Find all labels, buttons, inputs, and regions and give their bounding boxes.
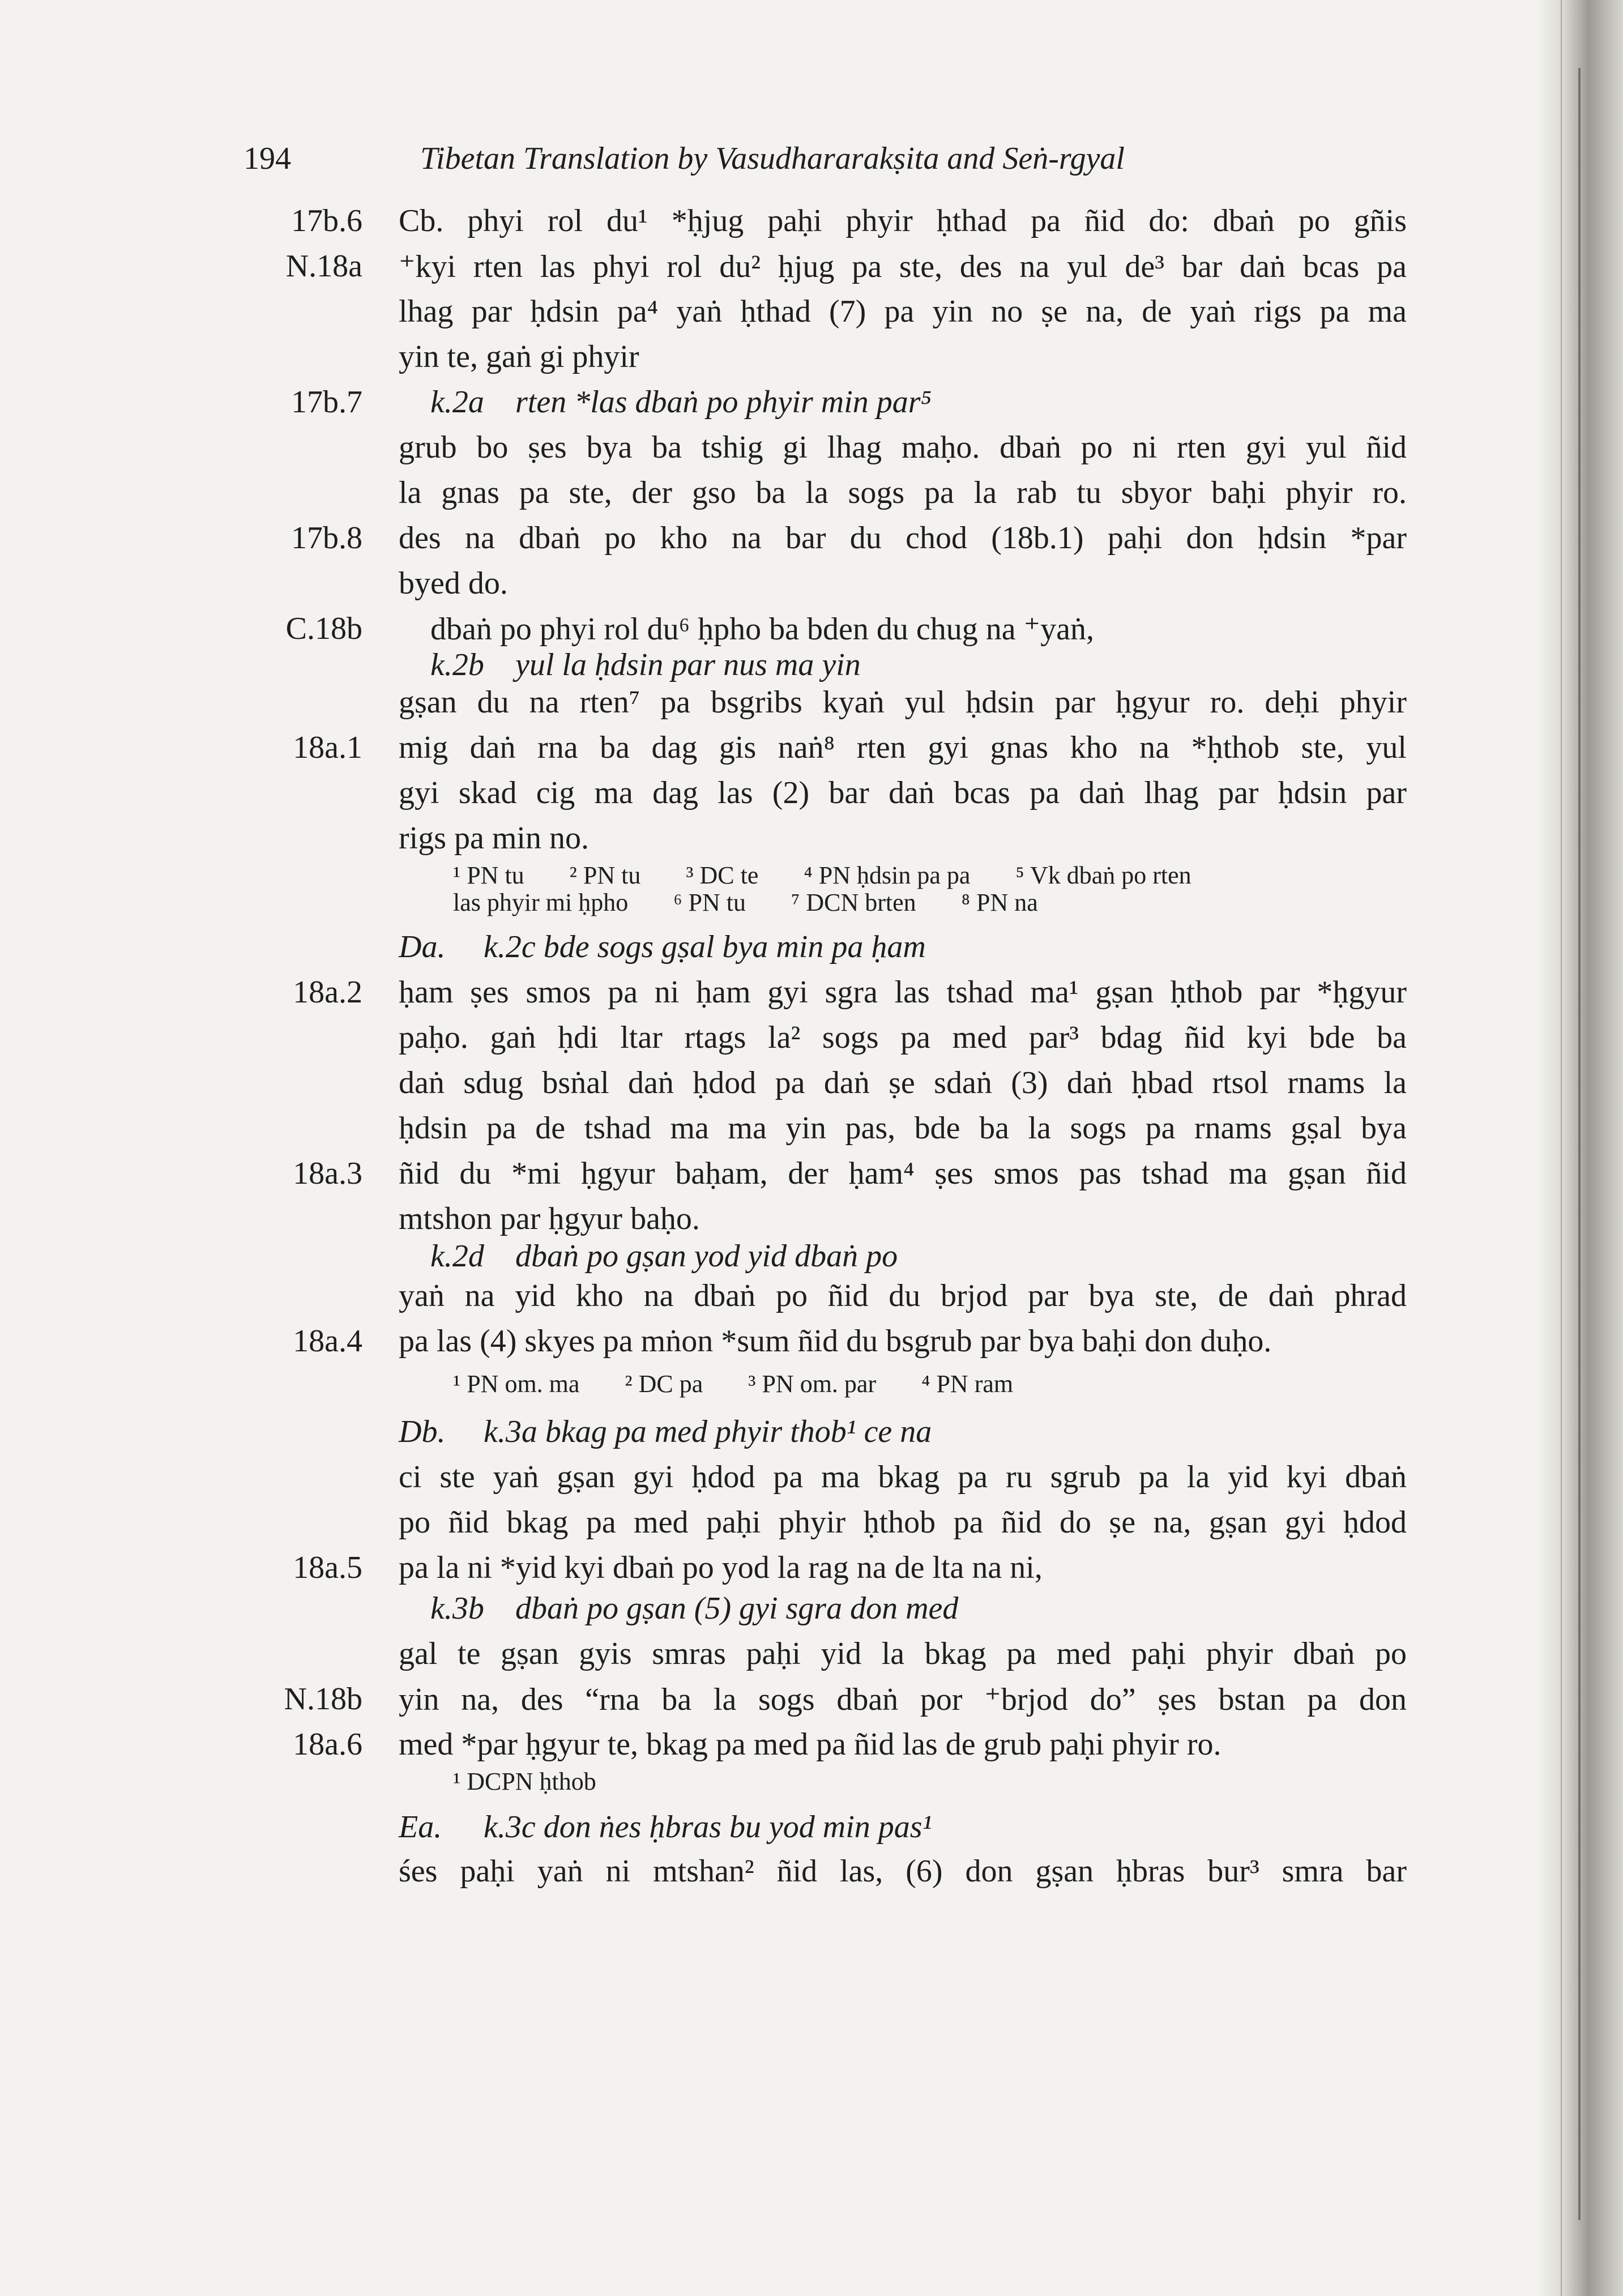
footnotes: [453, 861, 1237, 890]
body-text: ñid du *mi ḥgyur baḥam, der ḥam⁴ ṣes smos pas tshad ma gṣan ñid: [399, 1156, 1407, 1191]
body-text: pa las (4) skyes pa mṅon *sum ñid du bsgrub par bya baḥi don duḥo.: [399, 1324, 1272, 1359]
text-line: [0, 1853, 1623, 1901]
footnote: ⁴ PN ram: [921, 1370, 1014, 1398]
body-text: lhag par ḥdsin pa⁴ yaṅ ḥthad (7) pa yin no ṣe na, de yaṅ rigs pa ma: [399, 294, 1407, 329]
section-heading: [399, 1809, 932, 1845]
text-line: [0, 475, 1623, 522]
verse-heading: [430, 1238, 898, 1274]
body-text: grub bo ṣes bya ba tshig gi lhag maḥo. dbaṅ po ni rten gyi yul ñid: [399, 430, 1407, 465]
margin-reference: 18a.6: [293, 1727, 362, 1762]
body-text: gyi skad cig ma dag las (2) bar daṅ bcas pa daṅ lhag par ḥdsin par: [399, 775, 1407, 810]
section-heading: [399, 1414, 932, 1450]
body-text: yin te, gaṅ gi phyir: [399, 339, 639, 374]
text-line: [0, 248, 1623, 296]
text-line: [0, 929, 1623, 976]
verse-label: k.2a: [430, 385, 484, 420]
footnote: ¹ PN om. ma: [453, 1370, 580, 1398]
text-line: [0, 565, 1623, 613]
verse-text: rten *las dbaṅ po phyir min par⁵: [515, 385, 932, 420]
margin-reference: 18a.1: [293, 730, 362, 765]
margin-reference: 18a.4: [293, 1324, 362, 1359]
text-line: [0, 339, 1623, 386]
footnotes: [453, 1369, 1058, 1398]
margin-reference: 18a.5: [293, 1550, 362, 1585]
body-text: yin na, des “rna ba la sogs dbaṅ por ⁺brjod do” ṣes bstan pa don: [399, 1682, 1407, 1717]
section-heading: [399, 929, 926, 965]
verse-text: dbaṅ po gṣan (5) gyi sgra don med: [515, 1591, 959, 1626]
text-line: [0, 1681, 1623, 1729]
text-line: [0, 1019, 1623, 1067]
text-line: [0, 1809, 1623, 1857]
body-text: dbaṅ po phyi rol du⁶ ḥpho ba bden du chug na ⁺yaṅ,: [430, 612, 1094, 647]
section-label: Da.: [399, 929, 446, 965]
verse-text: yul la ḥdsin par nus ma yin: [515, 647, 861, 682]
footnote: ⁷ DCN brten: [791, 889, 916, 916]
footnote: ² PN tu: [569, 861, 641, 889]
text-line: [0, 1636, 1623, 1683]
section-label: Ea.: [399, 1810, 442, 1845]
body-text: yaṅ na yid kho na dbaṅ po ñid du brjod par bya ste, de daṅ phrad: [399, 1278, 1407, 1313]
verse-heading: [430, 1590, 958, 1627]
verse-text: k.2c bde sogs gṣal bya min pa ḥam: [484, 929, 926, 965]
body-text: pa la ni *yid kyi dbaṅ po yod la rag na de lta na ni,: [399, 1550, 1043, 1585]
verse-label: k.2d: [430, 1239, 484, 1274]
footnote: ¹ PN tu: [453, 861, 524, 889]
text-line: [0, 684, 1623, 732]
text-line: [0, 293, 1623, 341]
margin-reference: 18a.2: [293, 975, 362, 1010]
verse-text: dbaṅ po gṣan yod yid dbaṅ po: [515, 1239, 898, 1274]
body-text: ci ste yaṅ gṣan gyi ḥdod pa ma bkag pa ru sgrub pa la yid kyi dbaṅ: [399, 1459, 1407, 1495]
margin-reference: N.18b: [284, 1682, 362, 1717]
text-line: [0, 429, 1623, 477]
footnotes: [453, 1767, 642, 1796]
text-line: [0, 1323, 1623, 1371]
margin-reference: C.18b: [285, 611, 362, 646]
verse-label: k.3b: [430, 1591, 484, 1626]
verse-heading: [430, 384, 932, 420]
body-text: gṣan du na rten⁷ pa bsgribs kyaṅ yul ḥdsin par ḥgyur ro. deḥi phyir: [399, 685, 1407, 720]
body-text: mtshon par ḥgyur baḥo.: [399, 1201, 700, 1236]
running-title: Tibetan Translation by Vasudhararakṣita and Seṅ-rgyal: [420, 141, 1125, 176]
body-text: Cb. phyi rol du¹ *ḥjug paḥi phyir ḥthad pa ñid do: dbaṅ po gñis: [399, 203, 1407, 238]
margin-reference: 17b.6: [291, 203, 362, 238]
text-line: [0, 520, 1623, 567]
text-line: [0, 1459, 1623, 1507]
text-line: [0, 1278, 1623, 1325]
footnote: ² DC pa: [625, 1370, 703, 1398]
section-label: Db.: [399, 1414, 446, 1449]
footnote: ⁴ PN ḥdsin pa pa: [804, 861, 971, 889]
page-header: [244, 140, 1433, 186]
text-line: [0, 974, 1623, 1022]
body-text: med *par ḥgyur te, bkag pa med pa ñid las de grub paḥi phyir ro.: [399, 1727, 1221, 1762]
body-text: śes paḥi yaṅ ni mtshan² ñid las, (6) don gṣan ḥbras bur³ smra bar: [399, 1854, 1407, 1889]
margin-reference: 18a.3: [293, 1156, 362, 1191]
footnotes: [453, 888, 1083, 917]
verse-text: k.3c don ṅes ḥbras bu yod min pas¹: [484, 1810, 932, 1845]
text-line: [0, 775, 1623, 822]
body-text: ḥam ṣes smos pa ni ḥam gyi sgra las tshad ma¹ gṣan ḥthob par *ḥgyur: [399, 975, 1407, 1010]
footnote: ¹ DCPN ḥthob: [453, 1768, 596, 1795]
text-line: [0, 1590, 1623, 1638]
text-line: [0, 1369, 1623, 1417]
body-text: rigs pa min no.: [399, 821, 589, 856]
text-line: [0, 1414, 1623, 1461]
body-text: des na dbaṅ po kho na bar du chod (18b.1) paḥi don ḥdsin *par: [399, 520, 1407, 556]
footnote: ⁸ PN na: [961, 889, 1038, 916]
body-text: ⁺kyi rten las phyi rol du² ḥjug pa ste, des na yul de³ bar daṅ bcas pa: [399, 249, 1407, 284]
text-line: [0, 1767, 1623, 1815]
margin-reference: 17b.7: [291, 385, 362, 420]
body-text: byed do.: [399, 566, 508, 601]
text-line: [0, 1504, 1623, 1552]
body-text: daṅ sdug bsṅal daṅ ḥdod pa daṅ ṣe sdaṅ (3) daṅ ḥbad rtsol rnams la: [399, 1065, 1407, 1100]
text-line: [0, 203, 1623, 250]
footnote: las phyir mi ḥpho: [453, 889, 629, 916]
verse-text: k.3a bkag pa med phyir thob¹ ce na: [484, 1414, 932, 1449]
body-text: ḥdsin pa de tshad ma ma yin pas, bde ba la sogs pa rnams gṣal bya: [399, 1111, 1407, 1146]
text-line: [0, 1065, 1623, 1112]
text-line: [0, 1110, 1623, 1158]
margin-reference: N.18a: [285, 249, 362, 284]
text-line: [0, 729, 1623, 777]
body-text: paḥo. gaṅ ḥdi ltar rtags la² sogs pa med par³ bdag ñid kyi bde ba: [399, 1020, 1407, 1055]
body-text: po ñid bkag pa med paḥi phyir ḥthob pa ñid do ṣe na, gṣan gyi ḥdod: [399, 1505, 1407, 1540]
body-text: la gnas pa ste, der gso ba la sogs pa la rab tu sbyor baḥi phyir ro.: [399, 475, 1407, 510]
margin-reference: 17b.8: [291, 520, 362, 556]
footnote: ⁶ PN tu: [673, 889, 746, 916]
body-text: mig daṅ rna ba dag gis naṅ⁸ rten gyi gnas kho na *ḥthob ste, yul: [399, 730, 1407, 765]
footnote: ³ DC te: [686, 861, 759, 889]
footnote: ³ PN om. par: [748, 1370, 877, 1398]
verse-heading: [430, 647, 861, 683]
footnote: ⁵ Vk dbaṅ po rten: [1015, 861, 1191, 889]
text-line: [0, 384, 1623, 432]
page-number: 194: [244, 141, 291, 176]
body-text: gal te gṣan gyis smras paḥi yid la bkag pa med paḥi phyir dbaṅ po: [399, 1636, 1407, 1671]
text-line: [0, 1155, 1623, 1203]
verse-label: k.2b: [430, 647, 484, 682]
